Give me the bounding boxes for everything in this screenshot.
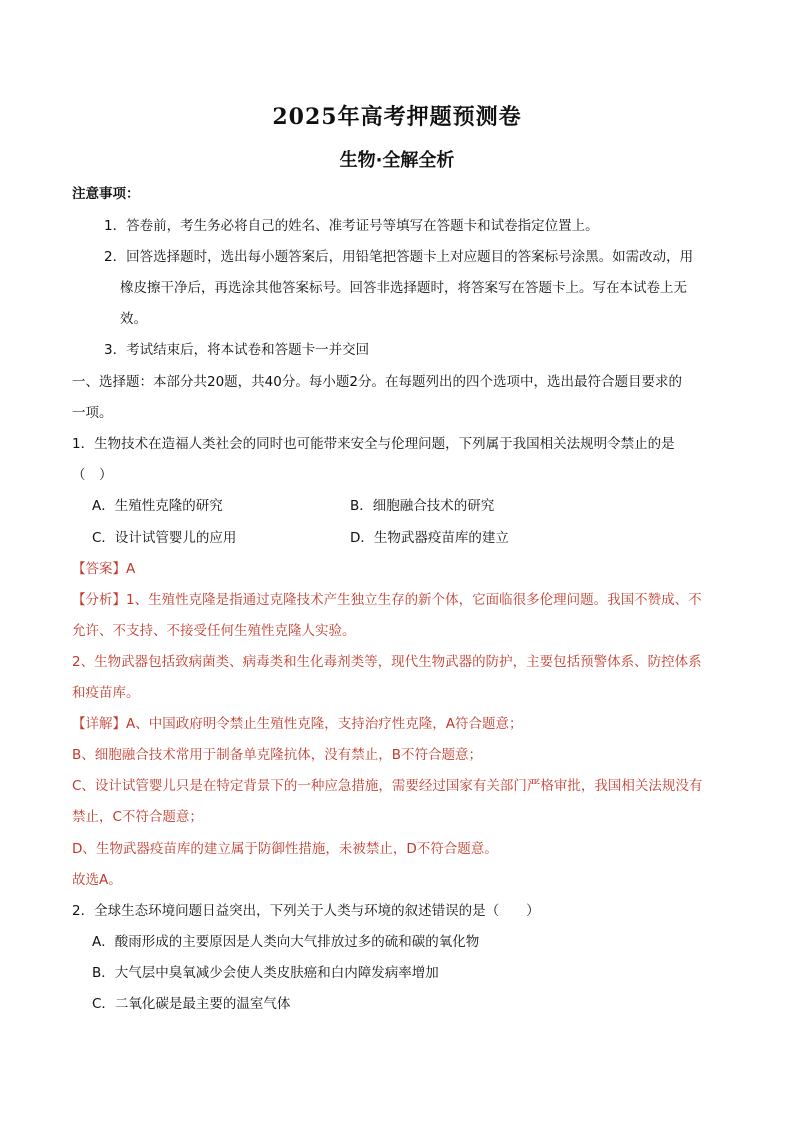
analysis-line: 2、生物武器包括致病菌类、病毒类和生化毒剂类等，现代生物武器的防护，主要包括预警体系、防控体系 <box>72 654 702 670</box>
question-stem-cont: （ ） <box>72 467 113 483</box>
detail-line: 禁止，C不符合题意； <box>72 809 203 825</box>
section-heading: 一、选择题：本部分共20题，共40分。每小题2分。在每题列出的四个选项中，选出最符合题目要求的 <box>72 374 682 390</box>
section-heading-cont: 一项。 <box>72 405 113 421</box>
option-b: B．细胞融合技术的研究 <box>350 498 495 514</box>
option-c: C．二氧化碳是最主要的温室气体 <box>92 996 291 1012</box>
notice-heading: 注意事项： <box>72 186 140 202</box>
notice-item: 1．答卷前，考生务必将自己的姓名、准考证号等填写在答题卡和试卷指定位置上。 <box>104 218 599 234</box>
analysis-line: 允许、不支持、不接受任何生殖性克隆人实验。 <box>72 623 356 639</box>
detail-line: 【详解】A、中国政府明令禁止生殖性克隆，支持治疗性克隆，A符合题意； <box>72 716 523 732</box>
option-a: A．酸雨形成的主要原因是人类向大气排放过多的硫和碳的氧化物 <box>92 934 480 950</box>
analysis-line: 和疫苗库。 <box>72 685 140 701</box>
answer-label: 【答案】A <box>72 561 136 577</box>
question-stem: 2．全球生态环境问题日益突出，下列关于人类与环境的叙述错误的是（ ） <box>72 903 540 919</box>
notice-item: 效。 <box>120 311 147 327</box>
detail-line: B、细胞融合技术常用于制备单克隆抗体，没有禁止，B不符合题意； <box>72 747 483 763</box>
notice-item: 3．考试结束后，将本试卷和答题卡一并交回 <box>104 342 370 358</box>
detail-line: C、设计试管婴儿只是在特定背景下的一种应急措施，需要经过国家有关部门严格审批，我国相关法规没有 <box>72 778 703 794</box>
notice-item: 橡皮擦干净后，再选涂其他答案标号。回答非选择题时，将答案写在答题卡上。写在本试卷上无 <box>120 280 687 296</box>
analysis-line: 【分析】1、生殖性克隆是指通过克隆技术产生独立生存的新个体，它面临很多伦理问题。我国不赞成、不 <box>72 592 702 608</box>
option-a: A．生殖性克隆的研究 <box>92 498 223 514</box>
detail-line: 故选A。 <box>72 872 122 888</box>
detail-line: D、生物武器疫苗库的建立属于防御性措施，未被禁止，D不符合题意。 <box>72 841 498 857</box>
page-subtitle: 生物·全解全析 <box>339 150 455 171</box>
option-d: D．生物武器疫苗库的建立 <box>350 530 509 546</box>
page-title: 2025年高考押题预测卷 <box>272 104 522 130</box>
question-stem: 1．生物技术在造福人类社会的同时也可能带来安全与伦理问题，下列属于我国相关法规明令禁止的是 <box>72 436 675 452</box>
option-c: C．设计试管婴儿的应用 <box>92 530 237 546</box>
notice-item: 2．回答选择题时，选出每小题答案后，用铅笔把答题卡上对应题目的答案标号涂黑。如需改动，用 <box>104 249 694 265</box>
option-b: B．大气层中臭氧减少会使人类皮肤癌和白内障发病率增加 <box>92 965 439 981</box>
